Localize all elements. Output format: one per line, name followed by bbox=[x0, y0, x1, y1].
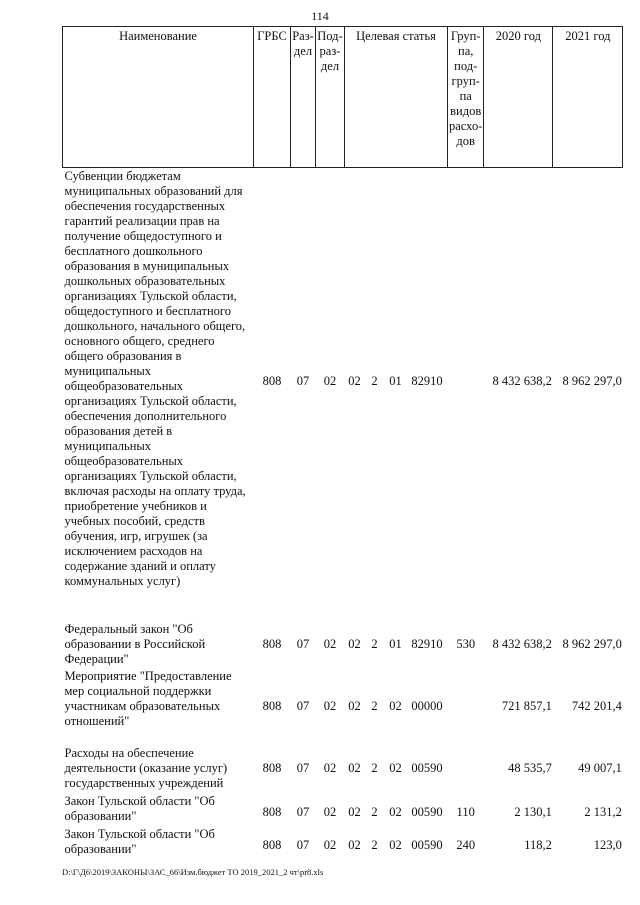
row-target-1: 02 bbox=[348, 805, 361, 819]
table-row bbox=[63, 589, 623, 667]
row-target-4: 82910 bbox=[411, 637, 443, 651]
table-row bbox=[63, 824, 623, 857]
row-target-2: 2 bbox=[371, 637, 378, 651]
row-section: 07 bbox=[296, 637, 310, 651]
row-expense-group bbox=[448, 667, 484, 729]
row-target-4: 00000 bbox=[411, 699, 443, 713]
header-row bbox=[63, 27, 623, 168]
row-subsection: 02 bbox=[323, 374, 337, 388]
row-target-4: 00590 bbox=[411, 838, 443, 852]
row-target-3: 01 bbox=[389, 374, 402, 388]
row-name: Федеральный закон "Об образовании в Российской Федерации" bbox=[64, 622, 206, 666]
header-section: Раз- дел bbox=[291, 27, 316, 168]
row-expense-group: 110 bbox=[456, 805, 475, 819]
row-subsection: 02 bbox=[323, 699, 337, 713]
row-name: Закон Тульской области "Об образовании" bbox=[64, 827, 215, 856]
row-amount-2020: 48 535,7 bbox=[508, 761, 552, 775]
row-amount-2020: 2 130,1 bbox=[514, 805, 552, 819]
row-target-1: 02 bbox=[348, 838, 361, 852]
row-target-1: 02 bbox=[348, 374, 361, 388]
row-expense-group bbox=[448, 168, 484, 590]
row-section: 07 bbox=[296, 699, 310, 713]
header-grbs: ГРБС bbox=[254, 27, 291, 168]
row-expense-group bbox=[448, 729, 484, 791]
row-target-4: 00590 bbox=[411, 761, 443, 775]
row-grbs: 808 bbox=[262, 699, 282, 713]
table-row bbox=[63, 729, 623, 791]
table-row bbox=[63, 667, 623, 729]
row-amount-2021: 8 962 297,0 bbox=[562, 374, 622, 388]
row-target-3: 02 bbox=[389, 761, 402, 775]
row-grbs: 808 bbox=[262, 374, 282, 388]
row-target-1: 02 bbox=[348, 637, 361, 651]
row-section: 07 bbox=[296, 805, 310, 819]
row-target-2: 2 bbox=[371, 761, 378, 775]
header-subsection: Под- раз- дел bbox=[316, 27, 345, 168]
row-amount-2021: 742 201,4 bbox=[571, 699, 622, 713]
row-target-2: 2 bbox=[371, 374, 378, 388]
row-subsection: 02 bbox=[323, 637, 337, 651]
row-target-1: 02 bbox=[348, 761, 361, 775]
row-grbs: 808 bbox=[262, 805, 282, 819]
header-year-2020: 2020 год bbox=[484, 27, 553, 168]
row-subsection: 02 bbox=[323, 838, 337, 852]
row-target-3: 01 bbox=[389, 637, 402, 651]
row-target-2: 2 bbox=[371, 805, 378, 819]
row-amount-2020: 721 857,1 bbox=[501, 699, 552, 713]
row-section: 07 bbox=[296, 374, 310, 388]
header-expense-group: Груп- па, под- груп- па видов расхо- дов bbox=[448, 27, 484, 168]
row-grbs: 808 bbox=[262, 761, 282, 775]
row-expense-group: 530 bbox=[456, 637, 476, 651]
page-number: 114 bbox=[311, 9, 329, 23]
row-grbs: 808 bbox=[262, 838, 282, 852]
budget-table bbox=[62, 26, 623, 857]
row-expense-group: 240 bbox=[456, 838, 476, 852]
row-amount-2020: 118,2 bbox=[524, 838, 552, 852]
row-section: 07 bbox=[296, 838, 310, 852]
file-path-footer: D:\Г\Д6\2019\ЗАКОНЫ\ЗАС_66\Изм.бюджет ТО 2019_2021_2 чт\pr8.xls bbox=[62, 867, 324, 877]
row-amount-2021: 49 007,1 bbox=[578, 761, 622, 775]
row-target-4: 00590 bbox=[411, 805, 443, 819]
header-year-2021: 2021 год bbox=[553, 27, 623, 168]
row-subsection: 02 bbox=[323, 805, 337, 819]
row-name: Субвенции бюджетам муниципальных образований для обеспечения государственных гарантий реализации прав на получение общедоступного и бесплатного дошкольного образования в муниципальных дошкольных образовательных организациях Тульской области, общедоступного и бесплатного дошкольного, начального общего, основного общего, среднего общего образования в муниципальных общеобразовательных организациях Тульской области, обеспечения дополнительного образования детей в муниципальных общеобразовательных организациях Тульской области, включая расходы на оплату труда, приобретение учебников и учебных пособий, средств обучения, игр, игрушек (за исключением расходов на содержание зданий и оплату коммунальных услуг) bbox=[64, 169, 246, 588]
row-name: Мероприятие "Предоставление мер социальной поддержки участникам образовательных отношений" bbox=[64, 669, 232, 728]
row-target-3: 02 bbox=[389, 805, 402, 819]
row-amount-2020: 8 432 638,2 bbox=[492, 637, 552, 651]
row-target-4: 82910 bbox=[411, 374, 443, 388]
row-amount-2021: 123,0 bbox=[593, 838, 622, 852]
row-amount-2021: 8 962 297,0 bbox=[562, 637, 622, 651]
row-amount-2020: 8 432 638,2 bbox=[492, 374, 552, 388]
row-target-3: 02 bbox=[389, 838, 402, 852]
row-target-2: 2 bbox=[371, 838, 378, 852]
row-name: Расходы на обеспечение деятельности (оказание услуг) государственных учреждений bbox=[64, 746, 228, 790]
row-section: 07 bbox=[296, 761, 310, 775]
table-row bbox=[63, 168, 623, 590]
table-row bbox=[63, 791, 623, 824]
row-subsection: 02 bbox=[323, 761, 337, 775]
row-amount-2021: 2 131,2 bbox=[584, 805, 622, 819]
header-name: Наименование bbox=[63, 27, 254, 168]
row-target-2: 2 bbox=[371, 699, 378, 713]
row-grbs: 808 bbox=[262, 637, 282, 651]
row-name: Закон Тульской области "Об образовании" bbox=[64, 794, 215, 823]
row-target-1: 02 bbox=[348, 699, 361, 713]
row-target-3: 02 bbox=[389, 699, 402, 713]
header-target-item: Целевая статья bbox=[345, 27, 448, 168]
